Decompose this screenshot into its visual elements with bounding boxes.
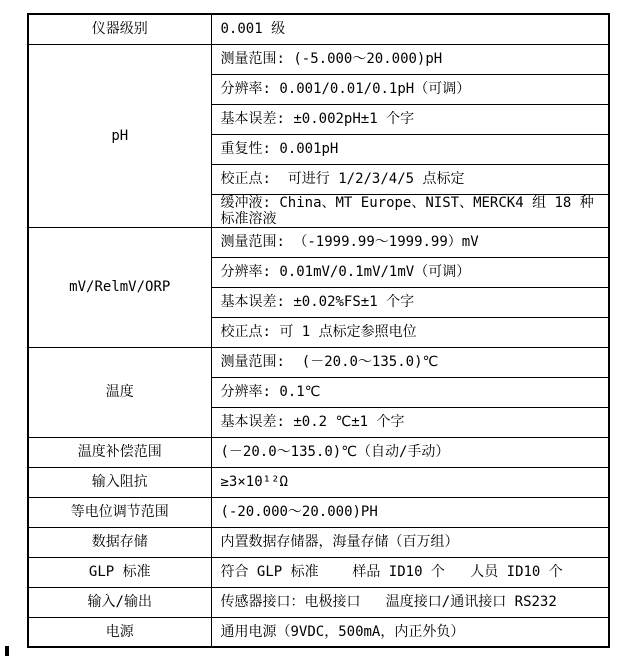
- spec-value-cell: 分辨率: 0.01mV/0.1mV/1mV（可调）: [211, 257, 609, 287]
- spec-value-cell: 基本误差: ±0.002pH±1 个字: [211, 104, 609, 134]
- spec-value-cell: 分辨率: 0.1℃: [211, 377, 609, 407]
- spec-value-cell: 符合 GLP 标准 样品 ID10 个 人员 ID10 个: [211, 557, 609, 587]
- spec-value-cell: 校正点: 可进行 1/2/3/4/5 点标定: [211, 164, 609, 194]
- table-row: [28, 14, 609, 44]
- spec-value-cell: 测量范围: （-1999.99～1999.99）mV: [211, 227, 609, 257]
- spec-value-cell: 0.001 级: [211, 14, 609, 44]
- spec-category-cell: 温度: [28, 347, 211, 437]
- table-row: [28, 467, 609, 497]
- spec-value-cell: 缓冲液: China、MT Europe、NIST、MERCK4 组 18 种标准溶液: [211, 194, 609, 227]
- spec-category-cell: 仪器级别: [28, 14, 211, 44]
- spec-category-cell: 等电位调节范围: [28, 497, 211, 527]
- spec-value-cell: 重复性: 0.001pH: [211, 134, 609, 164]
- table-row: [28, 557, 609, 587]
- spec-value-cell: 通用电源（9VDC，500mA，内正外负）: [211, 617, 609, 647]
- table-row: [28, 617, 609, 647]
- spec-category-cell: 输入/输出: [28, 587, 211, 617]
- spec-category-cell: GLP 标准: [28, 557, 211, 587]
- cursor-artifact-mark: [5, 646, 9, 656]
- spec-value-cell: 基本误差: ±0.02%FS±1 个字: [211, 287, 609, 317]
- table-row: [28, 44, 609, 74]
- spec-value-cell: 校正点: 可 1 点标定参照电位: [211, 317, 609, 347]
- spec-value-cell: (-20.000～20.000)PH: [211, 497, 609, 527]
- spec-value-cell: 测量范围: (-5.000～20.000)pH: [211, 44, 609, 74]
- table-row: [28, 437, 609, 467]
- spec-category-cell: mV/RelmV/ORP: [28, 227, 211, 347]
- table-row: [28, 227, 609, 257]
- spec-value-cell: 传感器接口：电极接口 温度接口/通讯接口 RS232: [211, 587, 609, 617]
- table-row: [28, 587, 609, 617]
- spec-category-cell: 电源: [28, 617, 211, 647]
- table-row: [28, 527, 609, 557]
- spec-category-cell: 温度补偿范围: [28, 437, 211, 467]
- spec-value-cell: 基本误差: ±0.2 ℃±1 个字: [211, 407, 609, 437]
- spec-value-cell: 内置数据存储器，海量存储（百万组）: [211, 527, 609, 557]
- spec-table-body: [28, 14, 609, 647]
- spec-value-cell: (－20.0～135.0)℃（自动/手动）: [211, 437, 609, 467]
- spec-value-cell: 分辨率: 0.001/0.01/0.1pH（可调）: [211, 74, 609, 104]
- instrument-spec-table: [27, 13, 610, 648]
- spec-value-cell: 测量范围: (－20.0～135.0)℃: [211, 347, 609, 377]
- spec-value-cell: ≥3×10¹²Ω: [211, 467, 609, 497]
- spec-category-cell: 数据存储: [28, 527, 211, 557]
- table-row: [28, 347, 609, 377]
- table-row: [28, 497, 609, 527]
- spec-category-cell: 输入阻抗: [28, 467, 211, 497]
- spec-category-cell: pH: [28, 44, 211, 227]
